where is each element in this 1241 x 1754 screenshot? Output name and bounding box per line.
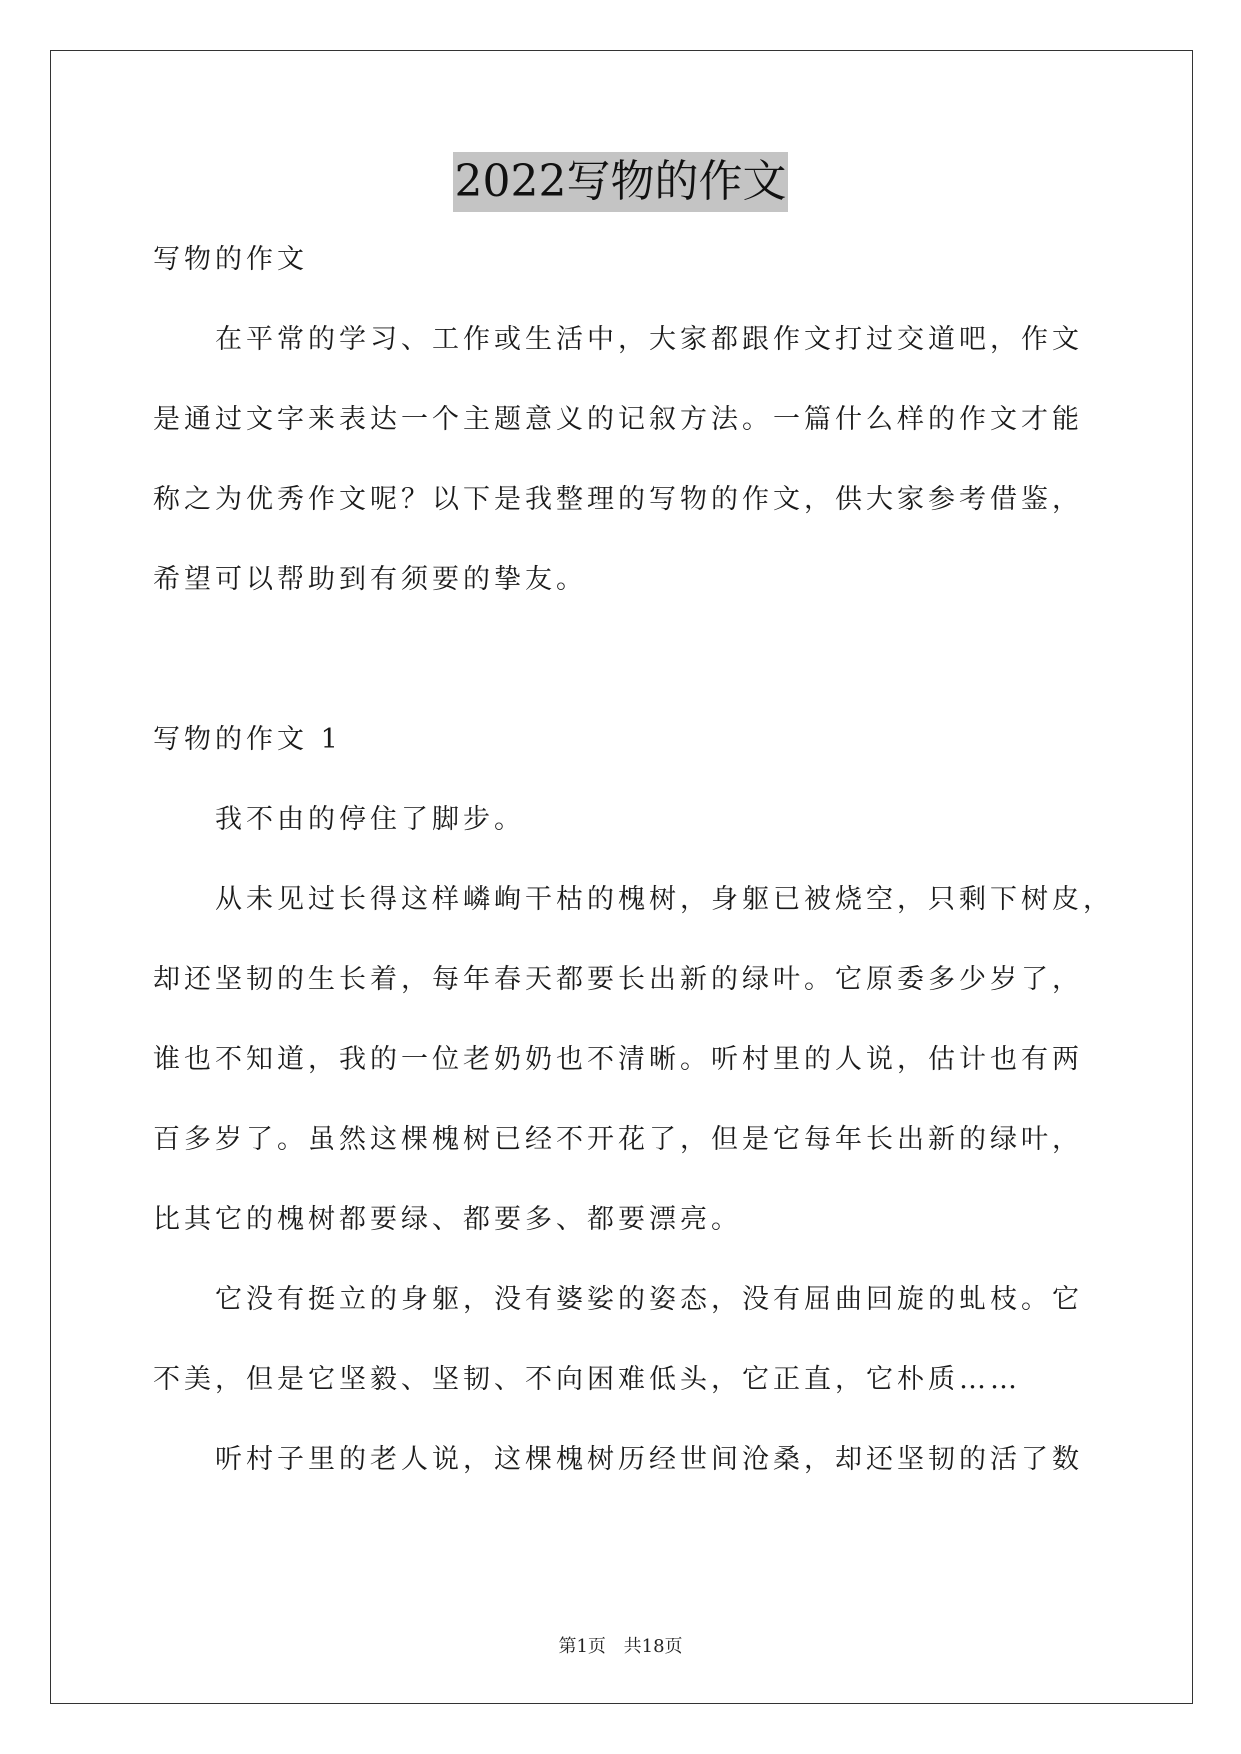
- page-number: 第1页: [558, 1636, 606, 1657]
- paragraph-line: 它没有挺立的身躯，没有婆娑的姿态，没有屈曲回旋的虬枝。它: [215, 1284, 1083, 1315]
- intro-line: 称之为优秀作文呢？以下是我整理的写物的作文，供大家参考借鉴，: [153, 484, 1083, 515]
- page-total: 共18页: [623, 1636, 683, 1657]
- paragraph-line: 不美，但是它坚毅、坚韧、不向困难低头，它正直，它朴质……: [153, 1364, 1021, 1395]
- paragraph-line: 我不由的停住了脚步。: [215, 804, 525, 835]
- document-body: [153, 220, 1114, 1500]
- blank-line: [153, 620, 1093, 700]
- paragraph-2: [153, 860, 1114, 1260]
- intro-line: 希望可以帮助到有须要的挚友。: [153, 564, 587, 595]
- intro-line: 在平常的学习、工作或生活中，大家都跟作文打过交道吧，作文: [215, 324, 1083, 355]
- paragraph-line: 百多岁了。虽然这棵槐树已经不开花了，但是它每年长出新的绿叶，: [153, 1124, 1083, 1155]
- paragraph-4: [153, 1420, 1093, 1500]
- paragraph-line: 谁也不知道，我的一位老奶奶也不清晰。听村里的人说，估计也有两: [153, 1044, 1083, 1075]
- subtitle: 写物的作文: [153, 244, 308, 275]
- section-title: 写物的作文 1: [153, 724, 342, 755]
- paragraph-line: 却还坚韧的生长着，每年春天都要长出新的绿叶。它原委多少岁了，: [153, 964, 1083, 995]
- intro-line: 是通过文字来表达一个主题意义的记叙方法。一篇什么样的作文才能: [153, 404, 1083, 435]
- paragraph-line: 听村子里的老人说，这棵槐树历经世间沧桑，却还坚韧的活了数: [215, 1444, 1083, 1475]
- document-title: 2022写物的作文: [453, 152, 789, 212]
- title-wrap: [0, 152, 1241, 212]
- paragraph-1: [153, 780, 1093, 860]
- paragraph-line: 从未见过长得这样嶙峋干枯的槐树，身躯已被烧空，只剩下树皮，: [215, 884, 1114, 915]
- intro-paragraph: [153, 300, 1093, 620]
- page-footer: [0, 1632, 1241, 1658]
- paragraph-3: [153, 1260, 1093, 1420]
- paragraph-line: 比其它的槐树都要绿、都要多、都要漂亮。: [153, 1204, 742, 1235]
